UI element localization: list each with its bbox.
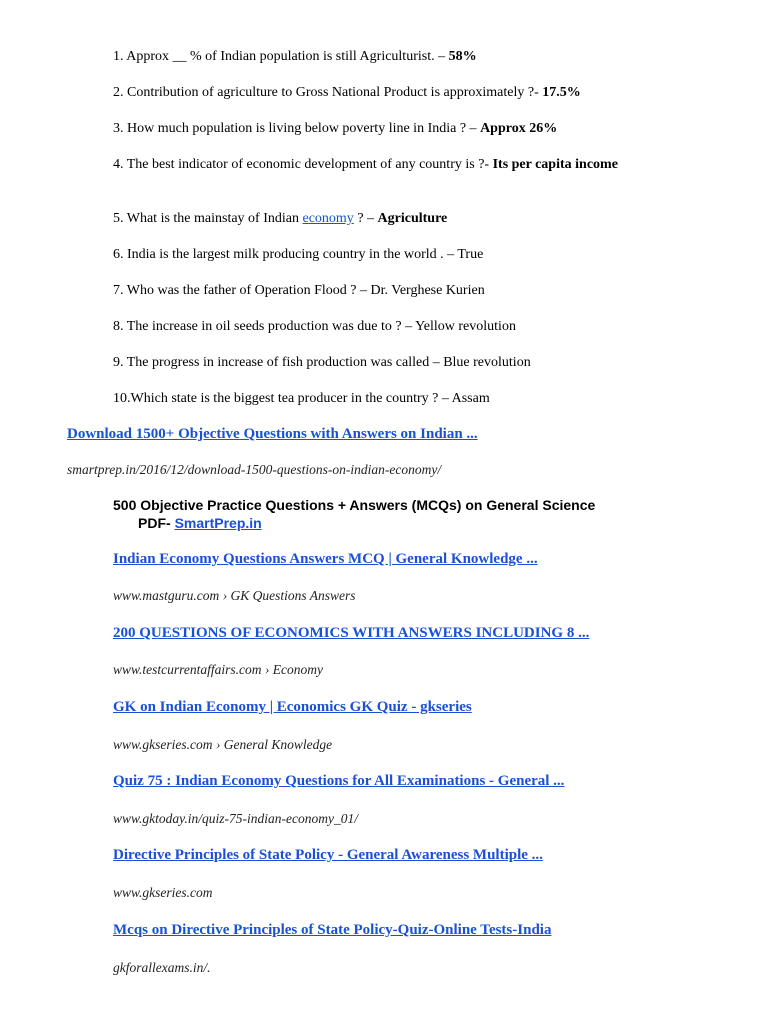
answer-text: Its per capita income (492, 157, 618, 172)
result-url-1: smartprep.in/2016/12/download-1500-questions-on-indian-economy/ (67, 462, 442, 477)
question-text: 6. India is the largest milk producing country in the world . – True (113, 247, 484, 262)
question-text: 2. Contribution of agriculture to Gross National Product is approximately ?- (113, 85, 543, 100)
question-1 (113, 48, 633, 66)
result-link-5[interactable]: Quiz 75 : Indian Economy Questions for All Examinations - General ... (113, 773, 565, 789)
question-text: 7. Who was the father of Operation Flood ? – Dr. Verghese Kurien (113, 283, 485, 298)
answer-text: Approx 26% (480, 121, 558, 136)
result-link-6[interactable]: Directive Principles of State Policy - General Awareness Multiple ... (113, 847, 543, 863)
result-link-4[interactable]: GK on Indian Economy | Economics GK Quiz - gkseries (113, 699, 472, 715)
result-link-7[interactable]: Mcqs on Directive Principles of State Policy-Quiz-Online Tests-India (113, 922, 552, 938)
result-url-4: www.gkseries.com › General Knowledge (113, 737, 333, 752)
question-9 (113, 354, 633, 372)
answer-text: Agriculture (377, 211, 448, 226)
result-url-6: www.gkseries.com (113, 885, 213, 900)
result-url-5: www.gktoday.in/quiz-75-indian-economy_01/ (113, 811, 358, 826)
question-2 (113, 84, 633, 102)
smartprep-link[interactable]: SmartPrep.in (174, 515, 262, 531)
question-text: 4. The best indicator of economic development of any country is ?- (113, 157, 493, 172)
result-link-3[interactable]: 200 QUESTIONS OF ECONOMICS WITH ANSWERS INCLUDING 8 ... (113, 625, 590, 641)
result-url-7: gkforallexams.in/. (113, 960, 211, 975)
question-text: 1. Approx __ % of Indian population is still Agriculturist. – (113, 49, 449, 64)
question-4 (113, 156, 623, 174)
question-text: 8. The increase in oil seeds production was due to ? – Yellow revolution (113, 319, 516, 334)
question-text: 10.Which state is the biggest tea producer in the country ? – Assam (113, 391, 490, 406)
question-8 (113, 318, 633, 336)
question-10 (113, 390, 633, 408)
promo-block (113, 496, 673, 532)
result-url-2: www.mastguru.com › GK Questions Answers (113, 588, 356, 603)
result-link-2[interactable]: Indian Economy Questions Answers MCQ | General Knowledge ... (113, 551, 538, 567)
result-link-1[interactable]: Download 1500+ Objective Questions with Answers on Indian ... (67, 426, 478, 442)
answer-text: 58% (448, 49, 477, 64)
question-text: 5. What is the mainstay of Indian (113, 211, 303, 226)
question-text: 3. How much population is living below poverty line in India ? – (113, 121, 481, 136)
question-text: 9. The progress in increase of fish production was called – Blue revolution (113, 355, 531, 370)
question-text: ? – (353, 211, 378, 226)
answer-text: 17.5% (542, 85, 581, 100)
question-6 (113, 246, 633, 264)
promo-line-1: 500 Objective Practice Questions + Answers (MCQs) on General Science (113, 497, 596, 513)
question-5 (113, 210, 633, 228)
question-3 (113, 120, 633, 138)
economy-link[interactable]: economy (302, 211, 354, 226)
question-7 (113, 282, 633, 300)
result-url-3: www.testcurrentaffairs.com › Economy (113, 662, 323, 677)
promo-prefix: PDF- (138, 515, 175, 531)
